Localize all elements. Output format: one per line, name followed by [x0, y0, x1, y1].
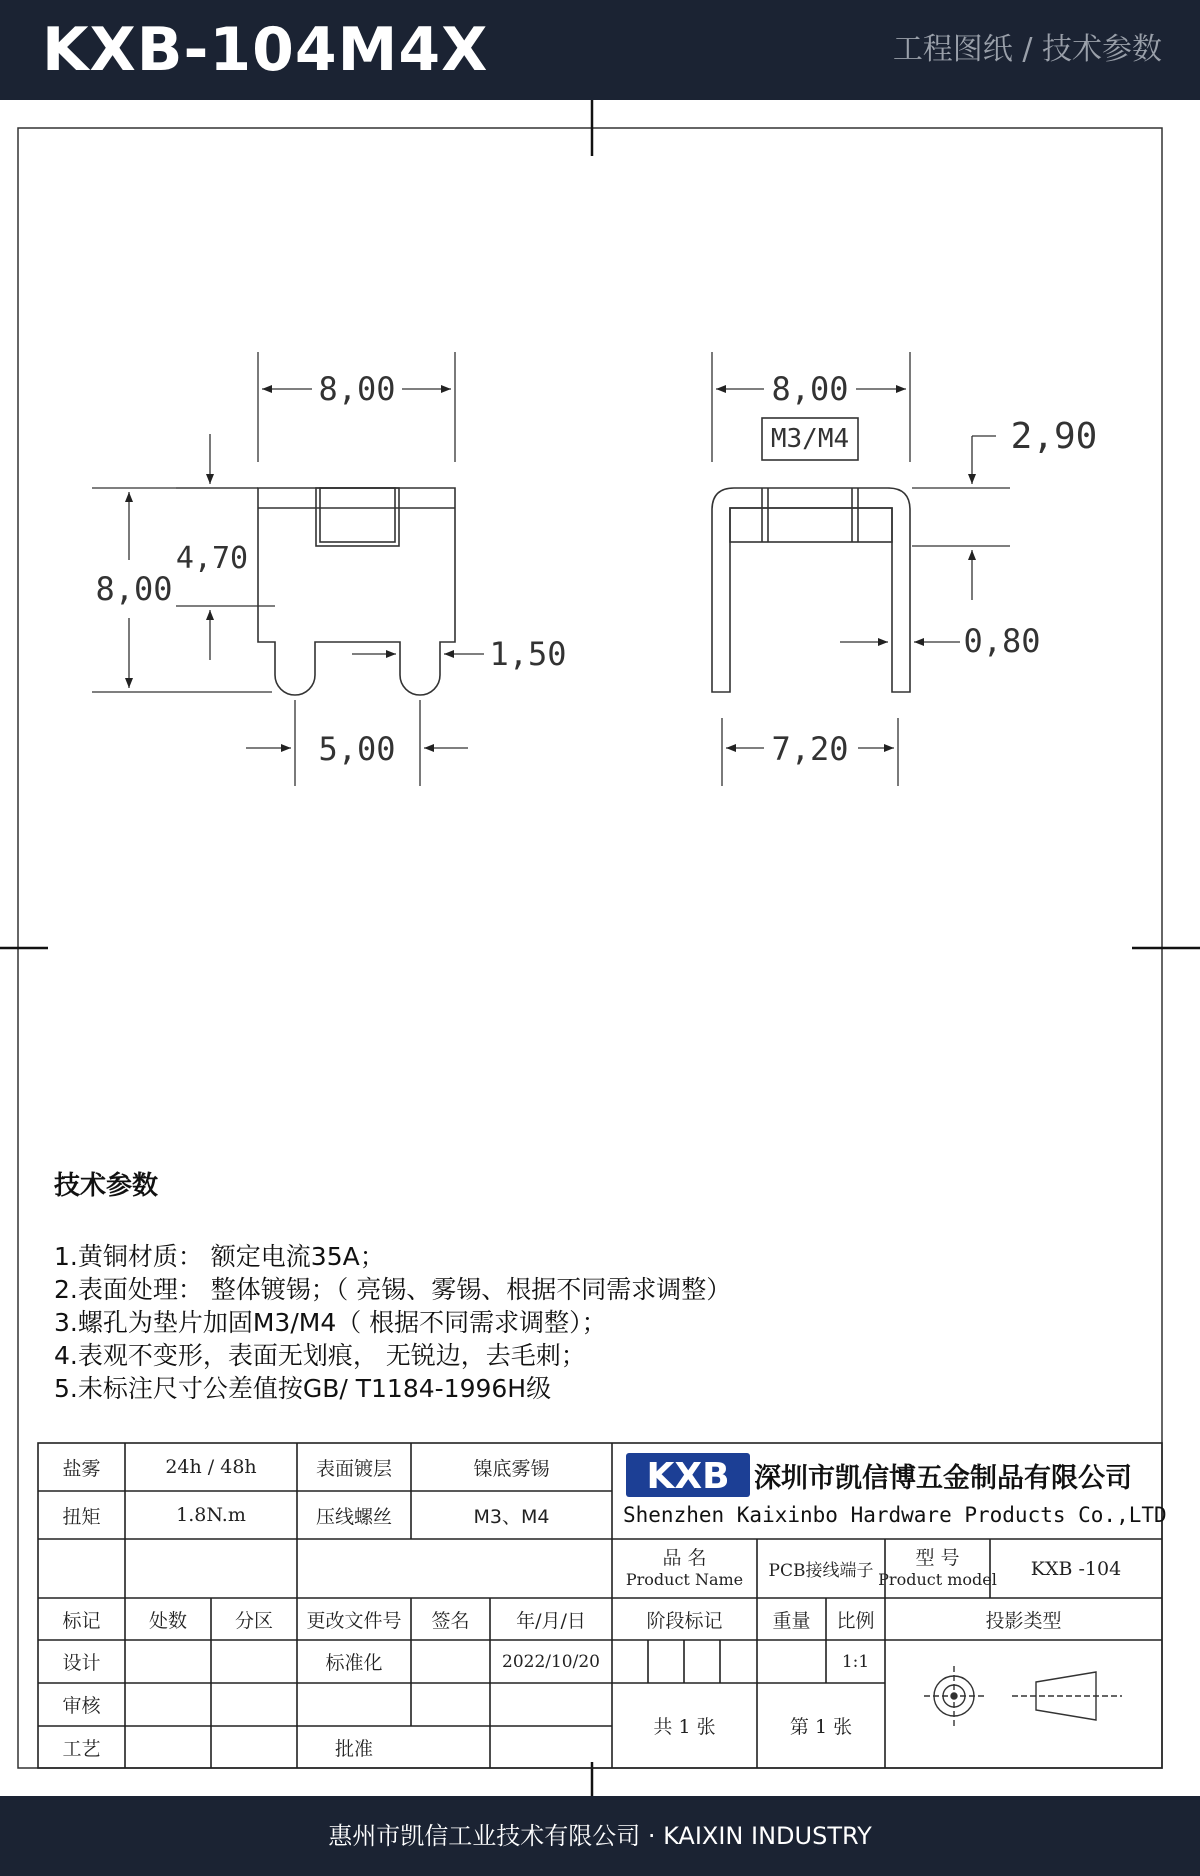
- dim-left-pin-pitch: 5,00: [318, 730, 396, 768]
- total-sheets: 共 1 张: [653, 1716, 716, 1738]
- header-zone: 分区: [234, 1609, 273, 1632]
- dim-left-slot-depth: 4,70: [175, 541, 249, 576]
- product-model-title: KXB-104M4X: [42, 15, 489, 85]
- title-block: [38, 1443, 1167, 1768]
- date-value: 2022/10/20: [502, 1651, 600, 1672]
- tech-params-title: 技术参数: [54, 1171, 159, 1201]
- company-name-en: Shenzhen Kaixinbo Hardware Products Co.,LTD: [623, 1503, 1167, 1527]
- ratio-value: 1:1: [841, 1651, 870, 1672]
- weight-label: 重量: [772, 1609, 811, 1632]
- screw-label: 压线螺丝: [315, 1505, 392, 1528]
- header-signature: 签名: [431, 1609, 470, 1632]
- standardize-label: 标准化: [325, 1652, 383, 1674]
- plating-value: 镍底雾锡: [473, 1457, 550, 1480]
- front-view-dimensions: [92, 352, 484, 786]
- stage-label: 阶段标记: [646, 1609, 723, 1632]
- product-name-value: PCB接线端子: [768, 1561, 874, 1581]
- tech-params-section: [54, 1168, 1154, 1405]
- dim-right-height-top: 2,90: [1010, 416, 1098, 457]
- design-label: 设计: [62, 1652, 101, 1674]
- footer-bar: 惠州市凯信工业技术有限公司 · KAIXIN INDUSTRY: [0, 1796, 1200, 1876]
- torque-label: 扭矩: [62, 1505, 101, 1528]
- salt-spray-value: 24h / 48h: [165, 1456, 257, 1478]
- model-label: [878, 1539, 997, 1598]
- side-view: [712, 418, 910, 692]
- kxb-logo: [626, 1453, 750, 1497]
- dim-left-top-width: 8,00: [318, 370, 396, 408]
- tech-param-line: 4.表观不变形，表面无划痕， 无锐边，去毛刺；: [54, 1341, 586, 1370]
- product-name-label: [612, 1539, 757, 1598]
- projection-label: 投影类型: [985, 1609, 1062, 1632]
- approve-label: 批准: [334, 1737, 373, 1760]
- header-mark: 标记: [62, 1609, 101, 1632]
- model-cn: 型 号: [915, 1546, 960, 1569]
- process-label: 工艺: [62, 1737, 101, 1760]
- salt-spray-label: 盐雾: [62, 1457, 101, 1480]
- sheet-number: 第 1 张: [789, 1716, 853, 1738]
- screw-value: M3、M4: [473, 1505, 550, 1528]
- tech-param-line: 5.未标注尺寸公差值按GB/ T1184-1996H级: [54, 1374, 552, 1403]
- dim-left-height: 8,00: [95, 570, 173, 608]
- header-bar: [0, 0, 1200, 100]
- product-name-cn: 品 名: [662, 1546, 707, 1569]
- tech-param-line: 1.黄铜材质： 额定电流35A；: [54, 1242, 385, 1271]
- tech-param-line: 3.螺孔为垫片加固M3/M4（ 根据不同需求调整）；: [54, 1308, 607, 1337]
- tech-param-line: 2.表面处理： 整体镀锡；（ 亮锡、雾锡、根据不同需求调整）: [54, 1275, 732, 1304]
- plating-label: 表面镀层: [315, 1457, 392, 1480]
- ratio-label: 比例: [836, 1609, 875, 1632]
- dim-right-inner-width: 7,20: [771, 730, 849, 768]
- dim-right-thread: M3/M4: [770, 424, 850, 454]
- header-count: 处数: [148, 1609, 187, 1632]
- header-change-doc: 更改文件号: [306, 1609, 402, 1632]
- header-date: 年/月/日: [516, 1609, 586, 1632]
- dim-right-top-width: 8,00: [771, 370, 849, 408]
- front-view: [258, 488, 455, 695]
- logo-text: KXB: [646, 1456, 730, 1497]
- torque-value: 1.8N.m: [176, 1504, 246, 1526]
- product-name-en: Product Name: [625, 1569, 744, 1589]
- model-en: Product model: [878, 1569, 997, 1589]
- dim-right-wall: 0,80: [963, 622, 1041, 660]
- dim-left-pin-width: 1,50: [489, 635, 567, 673]
- company-name-cn: 深圳市凯信博五金制品有限公司: [754, 1463, 1132, 1494]
- model-value: KXB -104: [1030, 1557, 1122, 1580]
- header-subtitle: 工程图纸 / 技术参数: [892, 32, 1162, 67]
- side-view-dimensions: [712, 352, 1010, 786]
- review-label: 审核: [62, 1695, 101, 1717]
